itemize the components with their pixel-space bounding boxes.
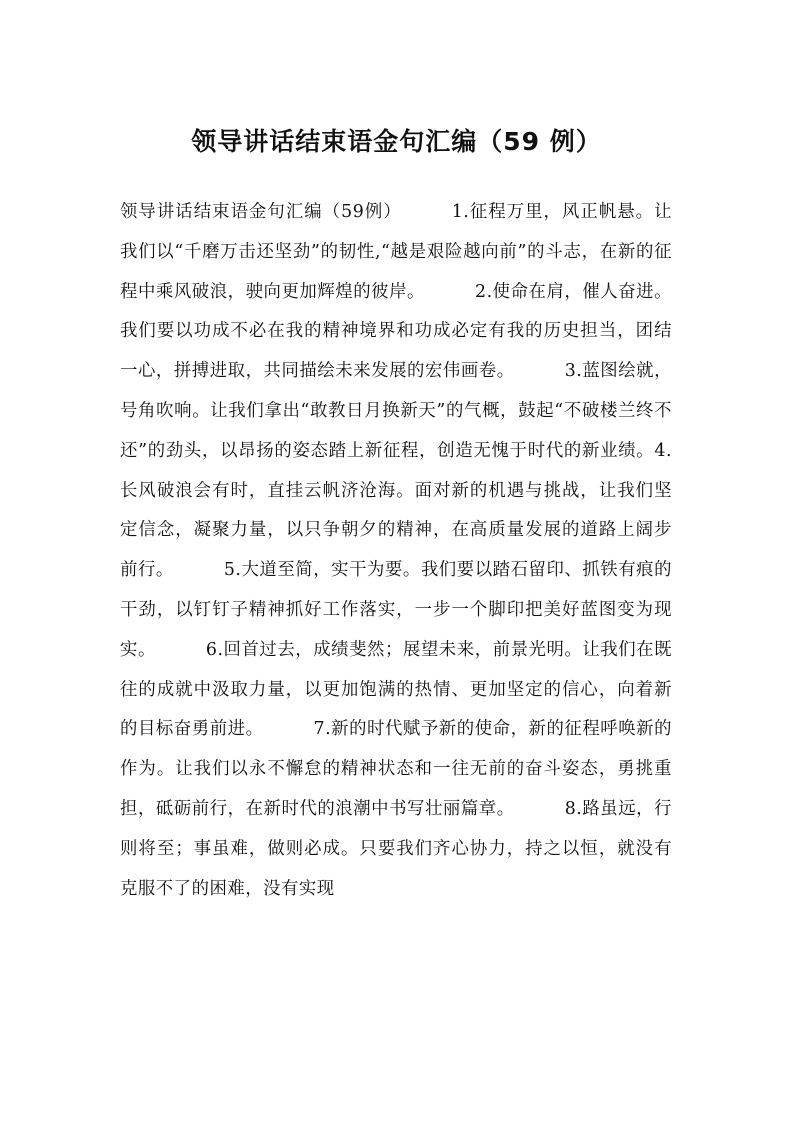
quote-item-2: 2.使命在肩，催人奋进。我们要以功成不必在我的精神境界和功成必定有我的历史担当，团结一心，拼搏进取，共同描绘未来发展的宏伟画卷。 xyxy=(120,281,672,382)
quote-item-7: 7.新的时代赋予新的使命，新的征程呼唤新的作为。让我们以永不懈怠的精神状态和一往无前的奋斗姿态，勇挑重担，砥砺前行，在新时代的浪潮中书写壮丽篇章。 xyxy=(120,719,672,819)
quote-item-6: 6.回首过去，成绩斐然；展望未来，前景光明。让我们在既往的成就中汲取力量，以更加饱满的热情、更加坚定的信心，向着新的目标奋勇前进。 xyxy=(120,639,672,740)
quote-item-8: 8.路虽远，行则将至；事虽难，做则必成。只要我们齐心协力，持之以恒，就没有克服不了的困难，没有实现 xyxy=(120,798,672,899)
quote-item-1: 1.征程万里，风正帆悬。让我们以“千磨万击还坚劲”的韧性,“越是艰险越向前”的斗志，在新的征程中乘风破浪，驶向更加辉煌的彼岸。 xyxy=(120,202,672,302)
document-body xyxy=(120,193,672,909)
quote-item-5: 5.大道至简，实干为要。我们要以踏石留印、抓铁有痕的干劲，以钉钉子精神抓好工作落实，一步一个脚印把美好蓝图变为现实。 xyxy=(120,560,672,660)
document-title: 领导讲话结束语金句汇编（59 例） xyxy=(191,127,602,156)
intro-text: 领导讲话结束语金句汇编（59例） xyxy=(120,202,402,222)
quote-item-3: 3.蓝图绘就，号角吹响。让我们拿出“敢教日月换新天”的气概，鼓起“不破楼兰终不还”的劲头，以昂扬的姿态踏上新征程，创造无愧于时代的新业绩。 xyxy=(120,361,672,461)
quote-item-4: 4.长风破浪会有时，直挂云帆济沧海。面对新的机遇与挑战，让我们坚定信念，凝聚力量，以只争朝夕的精神，在高质量发展的道路上阔步前行。 xyxy=(120,440,672,581)
